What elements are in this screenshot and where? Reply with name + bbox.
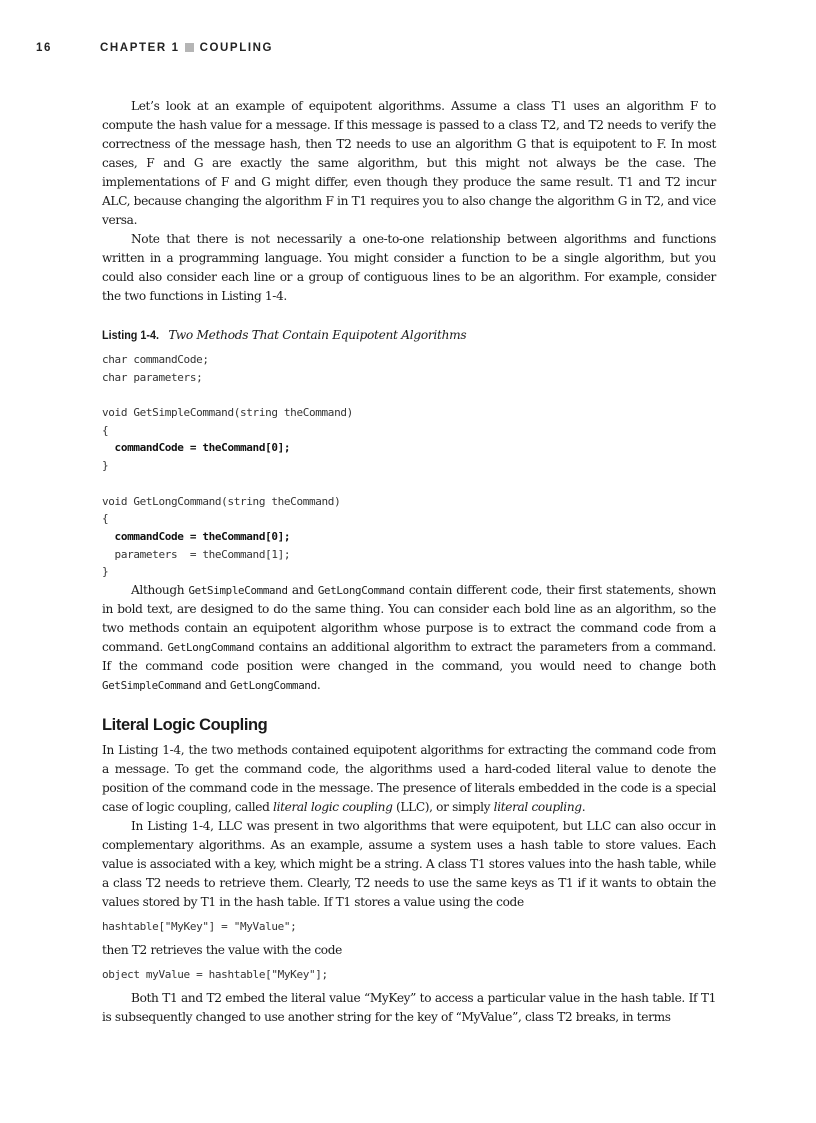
listing-title: Two Methods That Contain Equipotent Algorithms: [168, 328, 467, 342]
code-line: {: [102, 512, 109, 526]
paragraph-algorithms-functions: Note that there is not necessarily a one-to-one relationship between algorithms and functions written in a programming language. You might consider a function to be a single algorithm, but you could also consider each line or a group of contiguous lines to be an algorithm. For example, consider the two functions in Listing 1-4.: [102, 232, 716, 303]
text-run: contain different code, their first statements, shown in bold text, are designed to do the same thing. You can consider each bold line as an algorithm, so the two methods contain an equipotent algorithm whose purpose is to extract the command code from a command.: [102, 582, 716, 654]
text-run: (LLC), or simply: [392, 799, 494, 814]
emphasis-term: literal coupling: [493, 799, 582, 814]
listing-label: Listing 1-4.: [102, 328, 160, 342]
separator-square-icon: [185, 43, 194, 52]
code-line: parameters = theCommand[1];: [102, 547, 291, 561]
inline-code: GetLongCommand: [167, 640, 255, 654]
page-body: [102, 97, 716, 1027]
paragraph-llc-intro: [102, 741, 716, 817]
code-line: char parameters;: [102, 370, 203, 384]
text-run: contains an additional algorithm to extract the parameters from a command. If the command code position were changed in the command, you would need to change both: [102, 639, 716, 673]
paragraph-equipotent-example: Let’s look at an example of equipotent algorithms. Assume a class T1 uses an algorithm F to compute the hash value for a message. If this message is passed to a class T2, and T2 needs to verify the correctness of the message hash, then T2 needs to use an algorithm G that is equipotent to F. In most cases, F and G are exactly the same algorithm, but this might not always be the case. The implementations of F and G might differ, even though they produce the same result. T1 and T2 incur ALC, because changing the algorithm F in T1 requires you to also change the algorithm G in T2, and vice versa.: [102, 99, 716, 227]
code-snippet-store: hashtable["MyKey"] = "MyValue";: [102, 919, 297, 933]
chapter-title: COUPLING: [199, 42, 274, 54]
section-heading: Literal Logic Coupling: [102, 715, 268, 734]
inline-code: GetSimpleCommand: [102, 678, 202, 692]
code-line: [102, 386, 716, 404]
paragraph-retrieve-intro: then T2 retrieves the value with the code: [102, 942, 342, 957]
running-title: [100, 42, 273, 54]
code-line: }: [102, 459, 109, 473]
text-run: and: [287, 582, 318, 597]
text-run: In Listing 1-4, the two methods contained equipotent algorithms for extracting the command code from a message. To get the command code, the algorithms used a hard-coded literal value to denote the position of the command code in the message. The presence of literals embedded in the code is a special case of logic coupling, called: [102, 742, 716, 814]
page-number: 16: [36, 42, 52, 54]
inline-code: GetLongCommand: [317, 583, 405, 597]
code-listing: [102, 351, 716, 581]
code-line: [102, 475, 716, 493]
running-header: [36, 42, 776, 60]
code-line: commandCode = theCommand[0];: [102, 529, 291, 543]
text-run: Although: [131, 582, 189, 597]
text-run: .: [581, 799, 586, 814]
text-run: and: [201, 677, 231, 692]
listing-caption: [102, 326, 716, 345]
inline-code: GetSimpleCommand: [188, 583, 288, 597]
paragraph-listing-explanation: [102, 581, 716, 695]
code-line: void GetSimpleCommand(string theCommand): [102, 406, 353, 420]
code-line: void GetLongCommand(string theCommand): [102, 494, 341, 508]
code-line: char commandCode;: [102, 353, 209, 366]
text-run: .: [316, 677, 321, 692]
code-line: }: [102, 565, 109, 579]
chapter-label: CHAPTER 1: [100, 42, 180, 54]
code-line: commandCode = theCommand[0];: [102, 441, 291, 455]
inline-code: GetLongCommand: [230, 678, 317, 692]
paragraph-complementary-algorithms: In Listing 1-4, LLC was present in two algorithms that were equipotent, but LLC can also occur in complementary algorithms. As an example, assume a system uses a hash table to store values. Each value is associated with a key, which might be a string. A class T1 stores values into the hash table, while a class T2 needs to retrieve them. Clearly, T2 needs to use the same keys as T1 if it wants to obtain the values stored by T1 in the hash table. If T1 stores a value using the code: [102, 818, 716, 909]
paragraph-literal-embed: Both T1 and T2 embed the literal value “MyKey” to access a particular value in the hash table. If T1 is subsequently changed to use another string for the key of “MyValue”, class T2 breaks, in terms: [102, 990, 716, 1024]
code-line: {: [102, 423, 109, 437]
code-snippet-retrieve: object myValue = hashtable["MyKey"];: [102, 967, 328, 981]
emphasis-term: literal logic coupling: [273, 799, 393, 814]
